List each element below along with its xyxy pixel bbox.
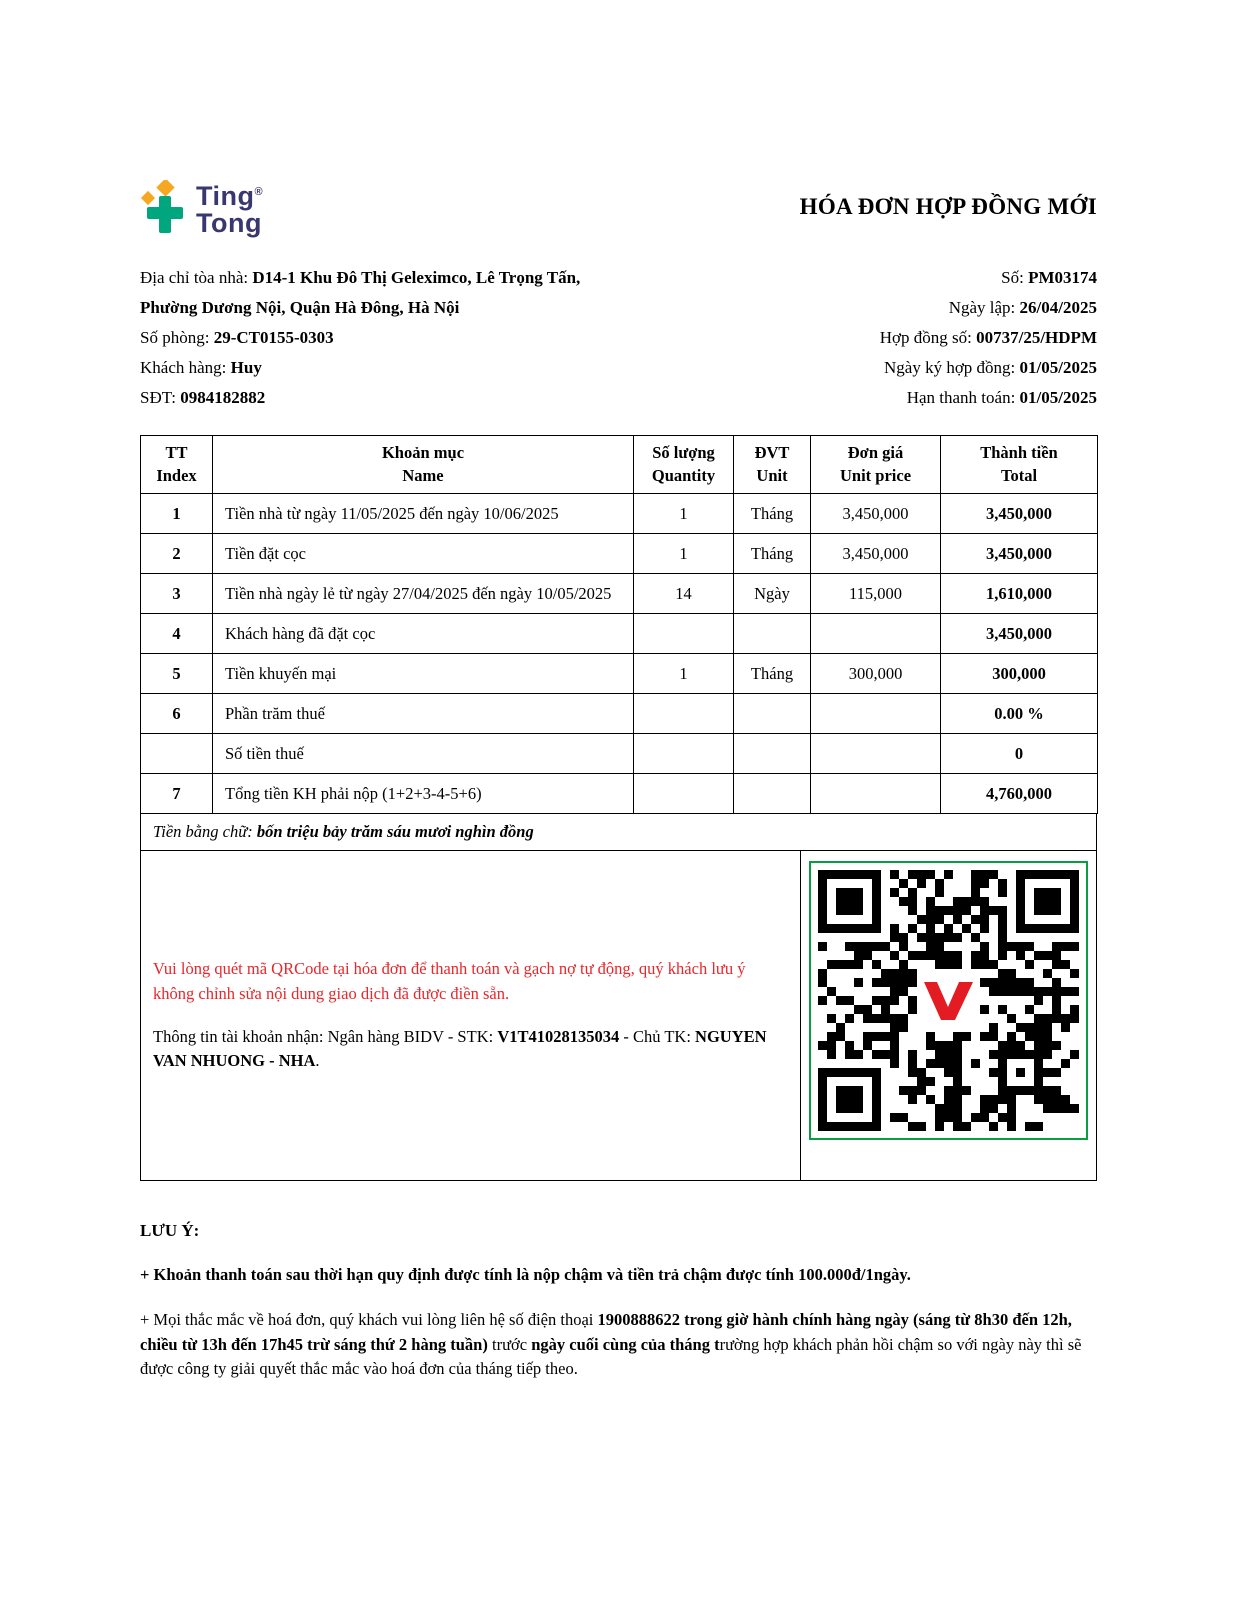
cell-total: 0 [941, 734, 1098, 774]
cell-unit-price [811, 774, 941, 814]
cell-index: 4 [141, 614, 213, 654]
table-header-row [141, 436, 1098, 494]
cell-unit-price [811, 614, 941, 654]
col-header-unit-price: Đơn giá Unit price [811, 436, 941, 494]
cell-total: 4,760,000 [941, 774, 1098, 814]
cell-index: 3 [141, 574, 213, 614]
contract-number-label: Hợp đồng số: [879, 328, 977, 347]
payment-qr-code [818, 870, 1079, 1131]
payment-due-value: 01/05/2025 [1019, 388, 1097, 407]
phone-label: SĐT: [140, 388, 181, 407]
qr-code-cell [801, 851, 1096, 1180]
customer-name-line [140, 353, 740, 383]
phone-value: 0984182882 [180, 388, 266, 407]
payment-instructions [141, 851, 801, 1180]
cell-quantity [634, 734, 734, 774]
cell-total: 3,450,000 [941, 494, 1098, 534]
account-suffix: . [315, 1051, 320, 1071]
hotline-note: + Mọi thắc mắc về hoá đơn, quý khách vui lòng liên hệ số điện thoại 1900888622 trong giờ hành chính hàng ngày (sáng từ 8h30 đến 12h, chiều từ 13h đến 17h45 trừ sáng thứ 2 hàng tuần) trước ngày cuối cùng của tháng trường hợp khách phản hồi chậm so với ngày này thì sẽ được công ty giải quyết thắc mắc vào hoá đơn của tháng tiếp theo. [140, 1309, 1082, 1379]
logo-word-tong: Tong [196, 208, 262, 238]
cell-unit: Tháng [734, 494, 811, 534]
cell-unit-price: 300,000 [811, 654, 941, 694]
contract-sign-date-label: Ngày ký hợp đồng: [884, 358, 1020, 377]
cell-unit-price: 115,000 [811, 574, 941, 614]
contract-number-line [740, 323, 1097, 353]
registered-mark: ® [254, 186, 264, 198]
invoice-details-block [740, 263, 1097, 413]
account-prefix: Thông tin tài khoản nhận: Ngân hàng BIDV - STK: [153, 1026, 498, 1046]
cell-unit [734, 614, 811, 654]
account-info [153, 1025, 774, 1075]
issue-date-line [740, 293, 1097, 323]
amount-in-words [140, 814, 1097, 851]
qr-code-frame [809, 861, 1088, 1140]
contract-sign-date-value: 01/05/2025 [1019, 358, 1097, 377]
phone-line [140, 383, 740, 413]
cell-unit: Tháng [734, 654, 811, 694]
cell-quantity [634, 614, 734, 654]
cell-quantity: 1 [634, 654, 734, 694]
table-row [141, 734, 1098, 774]
col-header-index: TT Index [141, 436, 213, 494]
building-address-line-2 [140, 293, 740, 323]
cell-unit-price: 3,450,000 [811, 534, 941, 574]
cell-name: Phần trăm thuế [213, 694, 634, 734]
customer-value: Huy [230, 358, 262, 377]
room-label: Số phòng: [140, 328, 214, 347]
account-holder: NGUYEN VAN NHUONG - NHA [153, 1026, 767, 1071]
cell-name: Tiền nhà ngày lẻ từ ngày 27/04/2025 đến ngày 10/05/2025 [213, 574, 634, 614]
invoice-number-label: Số: [1001, 268, 1029, 287]
cell-unit: Ngày [734, 574, 811, 614]
cell-total: 3,450,000 [941, 534, 1098, 574]
cell-name: Số tiền thuế [213, 734, 634, 774]
logo-line-1 [196, 183, 263, 210]
payment-due-label: Hạn thanh toán: [906, 388, 1020, 407]
address-value-2: Phường Dương Nội, Quận Hà Đông, Hà Nội [140, 298, 460, 317]
cell-total: 1,610,000 [941, 574, 1098, 614]
col-header-name: Khoản mục Name [213, 436, 634, 494]
contract-sign-date-line [740, 353, 1097, 383]
contract-number-value: 00737/25/HDPM [976, 328, 1097, 347]
logo-word-ting: Ting [196, 181, 255, 211]
address-label: Địa chỉ tòa nhà: [140, 268, 253, 287]
cell-name: Khách hàng đã đặt cọc [213, 614, 634, 654]
cell-index: 5 [141, 654, 213, 694]
notes-heading: LƯU Ý: [140, 1221, 200, 1240]
col-header-total: Thành tiền Total [941, 436, 1098, 494]
account-number: V1T41028135034 [497, 1026, 620, 1046]
hotline-number: 1900888622 trong giờ hành chính hàng ngày (sáng từ 8h30 đến 12h, chiều từ 13h đến 17h45 trừ sáng thứ 2 hàng tuần) [140, 1309, 1072, 1354]
cell-unit-price [811, 694, 941, 734]
table-row [141, 614, 1098, 654]
cell-unit [734, 694, 811, 734]
invoice-number-line [740, 263, 1097, 293]
invoice-meta [140, 263, 1097, 413]
table-row [141, 494, 1098, 534]
room-number-line [140, 323, 740, 353]
cell-quantity: 1 [634, 534, 734, 574]
header [140, 180, 1097, 237]
table-row [141, 654, 1098, 694]
col-header-quantity: Số lượng Quantity [634, 436, 734, 494]
table-row [141, 774, 1098, 814]
tingtong-logo-icon [140, 180, 186, 236]
amount-in-words-value: bốn triệu bảy trăm sáu mươi nghìn đồng [256, 822, 534, 841]
cell-name: Tiền khuyến mại [213, 654, 634, 694]
customer-label: Khách hàng: [140, 358, 231, 377]
cell-index: 2 [141, 534, 213, 574]
late-payment-note: + Khoản thanh toán sau thời hạn quy định được tính là nộp chậm và tiền trả chậm được tính 100.000đ/1ngày. [140, 1265, 911, 1284]
cell-index [141, 734, 213, 774]
cell-total: 3,450,000 [941, 614, 1098, 654]
cell-quantity: 14 [634, 574, 734, 614]
col-header-unit: ĐVT Unit [734, 436, 811, 494]
cell-quantity: 1 [634, 494, 734, 534]
cell-name: Tiền đặt cọc [213, 534, 634, 574]
page-title: HÓA ĐƠN HỢP ĐỒNG MỚI [799, 194, 1097, 219]
cell-quantity [634, 694, 734, 734]
table-row [141, 534, 1098, 574]
invoice-number-value: PM03174 [1028, 268, 1097, 287]
cell-unit-price: 3,450,000 [811, 494, 941, 534]
cell-name: Tiền nhà từ ngày 11/05/2025 đến ngày 10/06/2025 [213, 494, 634, 534]
customer-info-block [140, 263, 740, 413]
payment-section [140, 851, 1097, 1181]
cell-unit-price [811, 734, 941, 774]
cell-index: 7 [141, 774, 213, 814]
cell-unit [734, 734, 811, 774]
cell-total: 0.00 % [941, 694, 1098, 734]
table-row [141, 694, 1098, 734]
line-items-table [140, 435, 1098, 814]
amount-in-words-label: Tiền bằng chữ: [153, 822, 257, 841]
issue-date-label: Ngày lập: [948, 298, 1020, 317]
building-address-line [140, 263, 740, 293]
address-value-1: D14-1 Khu Đô Thị Geleximco, Lê Trọng Tấn, [252, 268, 581, 287]
cell-name: Tổng tiền KH phải nộp (1+2+3-4-5+6) [213, 774, 634, 814]
cell-unit: Tháng [734, 534, 811, 574]
cell-quantity [634, 774, 734, 814]
notes-section [140, 1221, 1097, 1382]
payment-due-line [740, 383, 1097, 413]
issue-date-value: 26/04/2025 [1019, 298, 1097, 317]
room-value: 29-CT0155-0303 [213, 328, 334, 347]
qr-payment-notice: Vui lòng quét mã QRCode tại hóa đơn để thanh toán và gạch nợ tự động, quý khách lưu ý không chỉnh sửa nội dung giao dịch đã được điền sẵn. [153, 959, 746, 1003]
account-middle: - Chủ TK: [619, 1026, 696, 1046]
cell-index: 1 [141, 494, 213, 534]
cell-index: 6 [141, 694, 213, 734]
cell-unit [734, 774, 811, 814]
table-row [141, 574, 1098, 614]
tingtong-logo-text [196, 180, 263, 237]
tingtong-logo [140, 180, 263, 237]
cell-total: 300,000 [941, 654, 1098, 694]
